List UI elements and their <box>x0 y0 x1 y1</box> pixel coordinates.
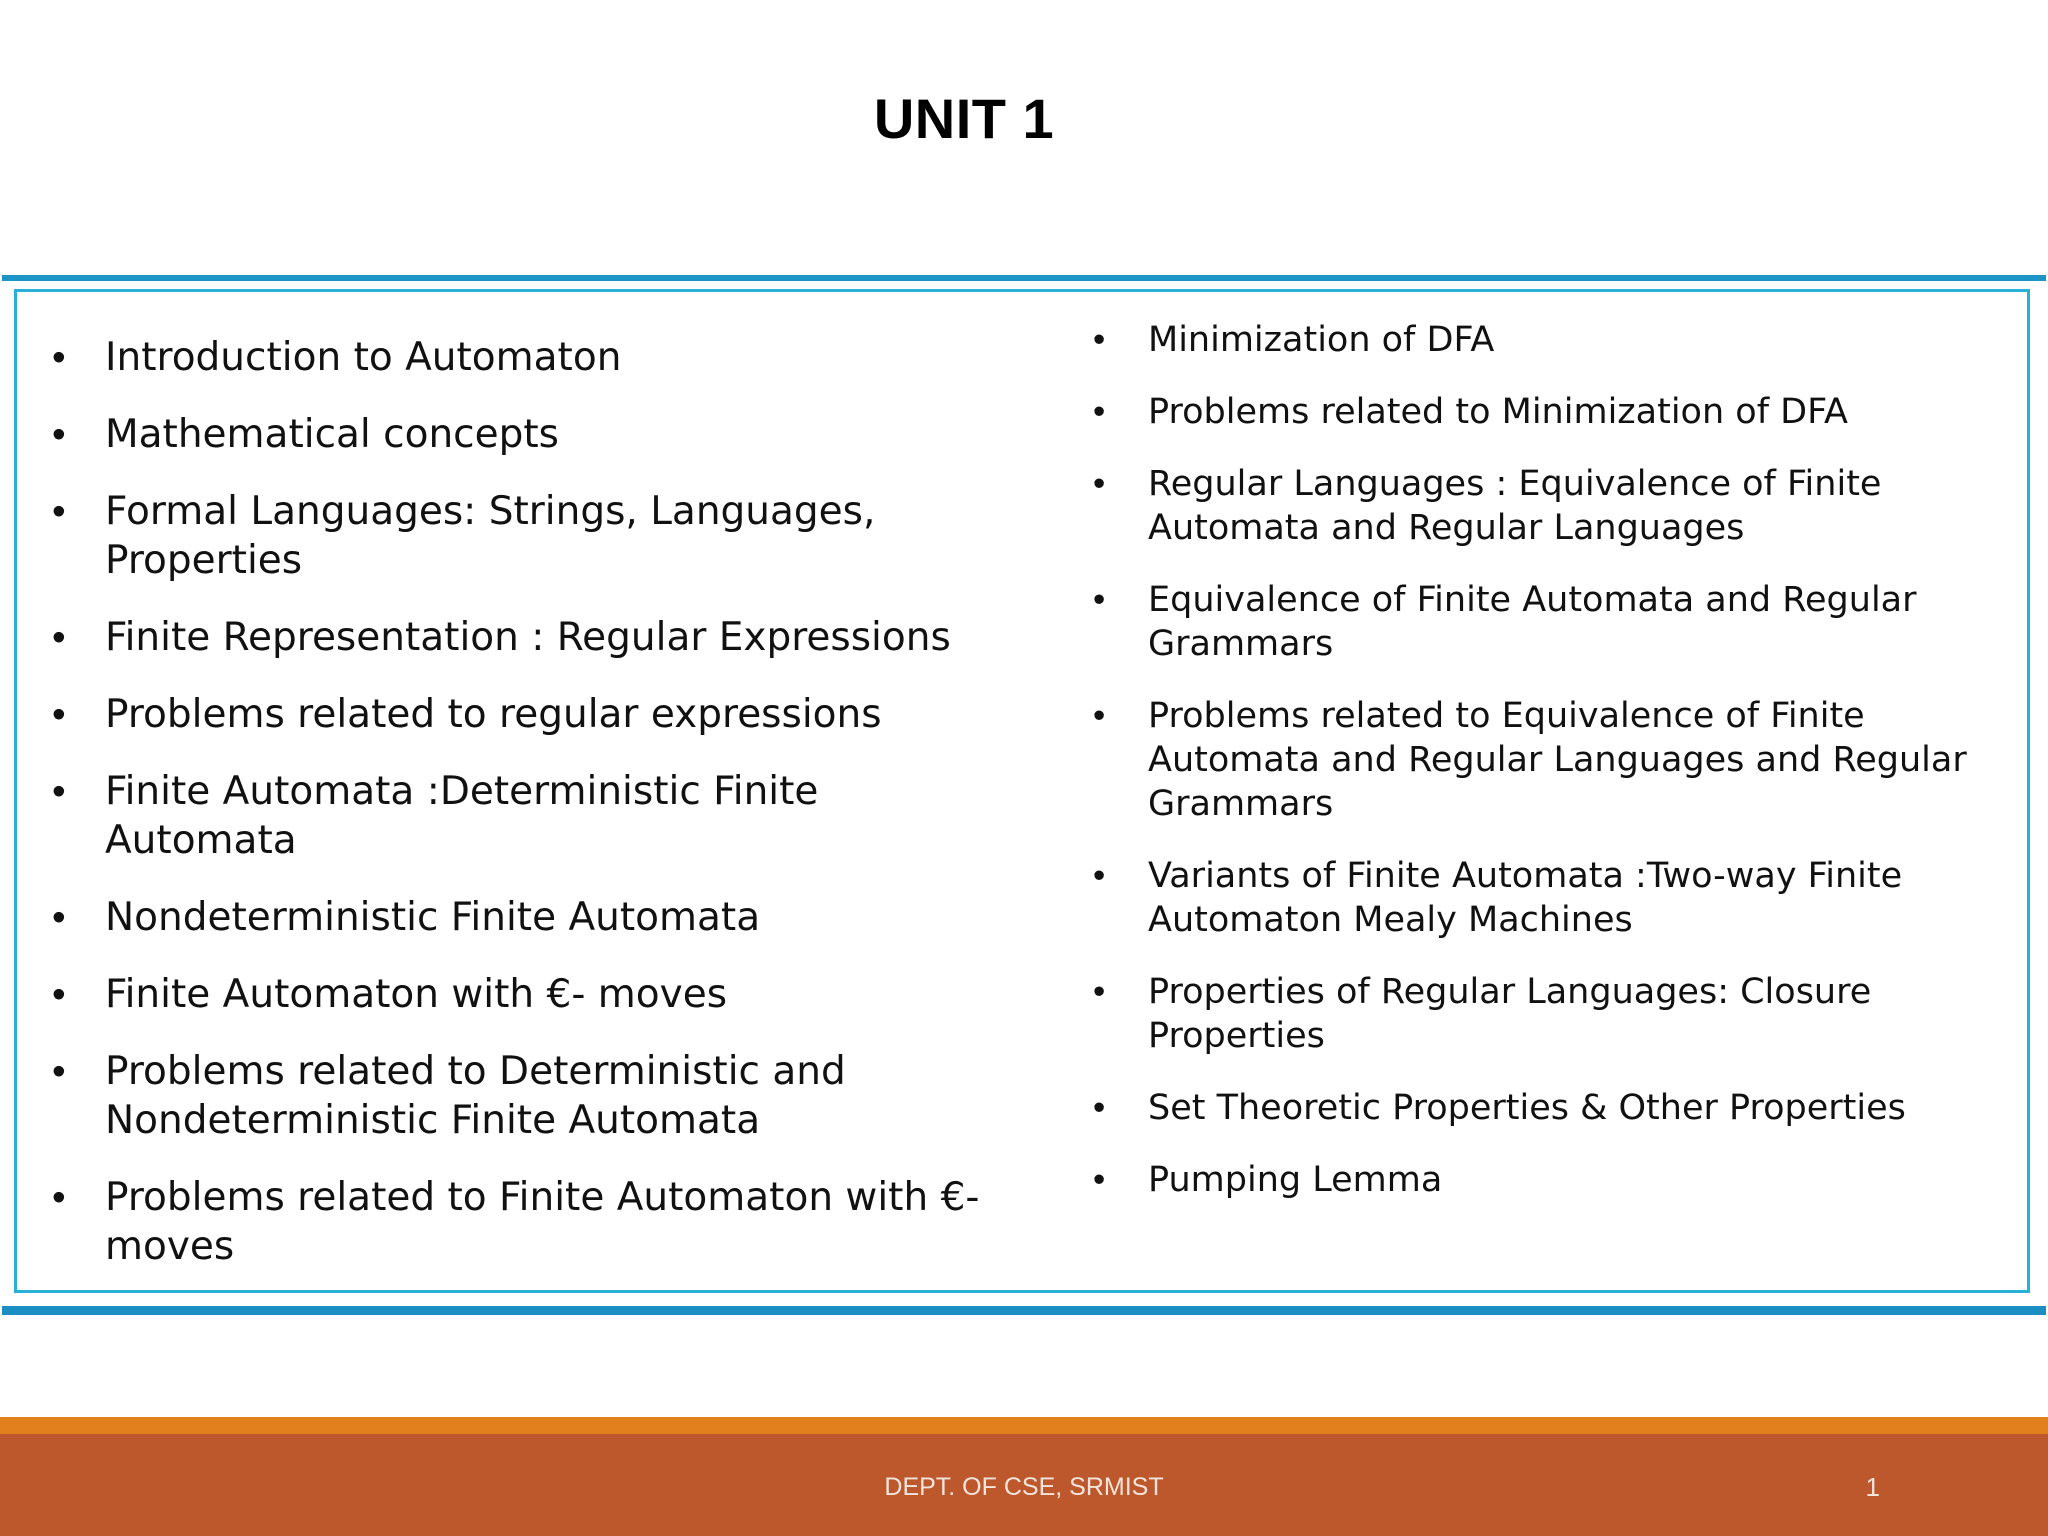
bullet-icon: • <box>52 693 66 736</box>
bullet-icon: • <box>52 413 66 456</box>
bullet-icon: • <box>52 1176 66 1219</box>
bullet-icon: • <box>52 770 66 813</box>
list-item <box>1093 578 1993 666</box>
list-item <box>1093 694 1993 826</box>
topic-text: Problems related to regular expressions <box>105 692 882 737</box>
topic-text: Properties of Regular Languages: Closure Properties <box>1148 972 1872 1056</box>
topic-text: Problems related to Finite Automaton with €- moves <box>105 1175 980 1269</box>
bullet-icon: • <box>1093 856 1106 895</box>
list-item <box>1093 970 1993 1058</box>
topic-text: Minimization of DFA <box>1148 320 1495 360</box>
list-item <box>1093 1086 1993 1130</box>
footer-accent-stripe <box>0 1417 2048 1434</box>
topic-text: Equivalence of Finite Automata and Regular Grammars <box>1148 580 1917 664</box>
bullet-icon: • <box>52 1050 66 1093</box>
topic-text: Pumping Lemma <box>1148 1160 1443 1200</box>
topic-text: Finite Representation : Regular Expressions <box>105 615 951 660</box>
list-item <box>1093 462 1993 550</box>
bullet-icon: • <box>1093 580 1106 619</box>
topic-text: Problems related to Minimization of DFA <box>1148 392 1848 432</box>
topic-text: Finite Automata :Deterministic Finite Automata <box>105 769 819 863</box>
bullet-icon: • <box>52 336 66 379</box>
bullet-icon: • <box>1093 320 1106 359</box>
list-item <box>52 613 1012 662</box>
topics-right-column <box>1093 318 1993 1230</box>
list-item <box>1093 854 1993 942</box>
topic-text: Finite Automaton with €- moves <box>105 972 728 1017</box>
topic-text: Nondeterministic Finite Automata <box>105 895 761 940</box>
slide-title: UNIT 1 <box>873 87 1055 150</box>
footer-department: DEPT. OF CSE, SRMIST <box>884 1473 1164 1501</box>
topic-text: Set Theoretic Properties & Other Properties <box>1148 1088 1906 1128</box>
topic-text: Variants of Finite Automata :Two-way Finite Automaton Mealy Machines <box>1148 856 1903 940</box>
bullet-icon: • <box>1093 1088 1106 1127</box>
list-item <box>1093 1158 1993 1202</box>
list-item <box>52 893 1012 942</box>
topics-left-column <box>52 333 1012 1299</box>
topic-text: Introduction to Automaton <box>105 335 622 380</box>
list-item <box>52 767 1012 865</box>
page-number: 1 <box>1865 1472 1880 1502</box>
list-item <box>52 690 1012 739</box>
topic-text: Formal Languages: Strings, Languages, Properties <box>105 489 876 583</box>
topic-text: Regular Languages : Equivalence of Finite Automata and Regular Languages <box>1148 464 1882 548</box>
topic-text: Problems related to Deterministic and Nondeterministic Finite Automata <box>105 1049 846 1143</box>
bullet-icon: • <box>1093 972 1106 1011</box>
bullet-icon: • <box>52 616 66 659</box>
topic-text: Problems related to Equivalence of Finite Automata and Regular Languages and Regular Grammars <box>1148 696 1967 824</box>
list-item <box>52 333 1012 382</box>
topic-text: Mathematical concepts <box>105 412 559 457</box>
bullet-icon: • <box>52 973 66 1016</box>
bullet-icon: • <box>1093 696 1106 735</box>
bullet-icon: • <box>52 490 66 533</box>
bullet-icon: • <box>1093 1160 1106 1199</box>
bottom-divider <box>2 1306 2046 1315</box>
list-item <box>52 487 1012 585</box>
bullet-icon: • <box>1093 392 1106 431</box>
list-item <box>1093 318 1993 362</box>
list-item <box>52 410 1012 459</box>
bullet-icon: • <box>52 896 66 939</box>
bullet-icon: • <box>1093 464 1106 503</box>
list-item <box>52 1047 1012 1145</box>
top-divider <box>2 275 2046 281</box>
list-item <box>1093 390 1993 434</box>
list-item <box>52 970 1012 1019</box>
list-item <box>52 1173 1012 1271</box>
